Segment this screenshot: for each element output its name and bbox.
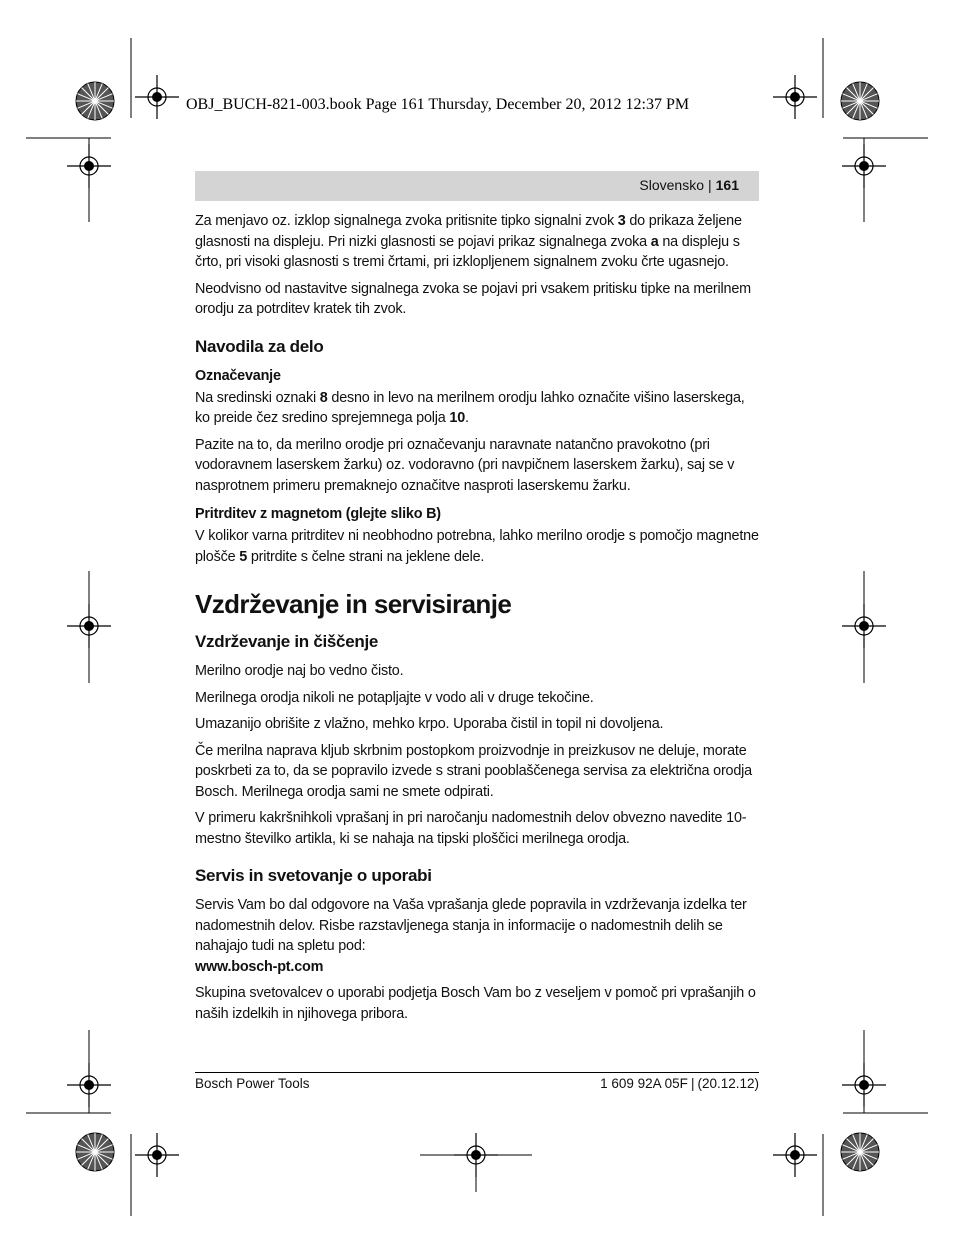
footer-publisher: Bosch Power Tools bbox=[195, 1076, 310, 1091]
cleaning-paragraph: Umazanijo obrišite z vlažno, mehko krpo. Uporaba čistil in topil ni dovoljena. bbox=[195, 716, 664, 732]
service-paragraph-2: Skupina svetovalcev o uporabi podjetja Bosch Vam bo z veseljem v pomoč pri vprašanjih o naših izdelkih in njihovega pribora. bbox=[195, 985, 756, 1022]
ref-8: 8 bbox=[319, 389, 328, 406]
marking-paragraph-1: Na sredinski oznaki 8 desno in levo na merilnem orodju lahko označite višino laserskega, ko preide čez sredino sprejemnega polja 10. bbox=[195, 389, 745, 426]
print-slug: OBJ_BUCH-821-003.book Page 161 Thursday, December 20, 2012 12:37 PM bbox=[186, 96, 690, 113]
service-url-link[interactable]: www.bosch-pt.com bbox=[195, 958, 324, 975]
footer-document-code bbox=[600, 1076, 759, 1091]
header-separator: | bbox=[708, 177, 712, 193]
header-language: Slovensko bbox=[639, 177, 704, 193]
ref-3: 3 bbox=[617, 213, 626, 229]
section-heading-work-instructions: Navodila za delo bbox=[195, 336, 324, 356]
intro-paragraph-1: Za menjavo oz. izklop signalnega zvoka pritisnite tipko signalni zvok 3 do prikaza željene glasnosti na displeju. Pri nizki glasnosti se pojavi prikaz signalnega zvoka a na displeju s črto, pri visoki glasnosti s tremi črtami, pri izklopljenem signalnem zvoku črte ugasnejo. bbox=[195, 213, 742, 270]
cleaning-paragraph: Merilnega orodja nikoli ne potapljajte v vodo ali v druge tekočine. bbox=[195, 689, 594, 706]
ref-10: 10 bbox=[449, 410, 465, 426]
footer-code: 1 609 92A 05F bbox=[600, 1076, 688, 1091]
footer-date: (20.12.12) bbox=[697, 1076, 759, 1091]
page-number: 161 bbox=[715, 177, 739, 193]
intro-paragraph-2: Neodvisno od nastavitve signalnega zvoka se pojavi pri vsakem pritisku tipke na merilnem orodju za potrditev kratek tih zvok. bbox=[195, 280, 751, 317]
chapter-heading-maintenance: Vzdrževanje in servisiranje bbox=[195, 589, 512, 619]
subheading-magnet: Pritrditev z magnetom (glejte sliko B) bbox=[195, 506, 441, 522]
service-paragraph-1: Servis Vam bo dal odgovore na Vaša vprašanja glede popravila in vzdrževanja izdelka ter nadomestnih delov. Risbe razstavljenega stanja in informacije o nadomestnih delih se nahajajo tudi na spletu pod: bbox=[195, 897, 747, 954]
footer-rule bbox=[195, 1072, 759, 1073]
header-text bbox=[639, 177, 739, 193]
ref-a: a bbox=[650, 233, 659, 250]
cleaning-paragraph: Merilno orodje naj bo vedno čisto. bbox=[195, 663, 404, 679]
ref-5: 5 bbox=[239, 548, 248, 565]
cleaning-paragraph: Če merilna naprava kljub skrbnim postopkom proizvodnje in preizkusov ne deluje, morate poskrbeti za to, da se popravilo izvede s strani pooblaščenega servisa za električna orodja Bosch. Merilnega orodja sami ne smete odpirati. bbox=[195, 742, 752, 800]
page-content bbox=[195, 211, 759, 1030]
subheading-marking: Označevanje bbox=[195, 367, 281, 384]
cleaning-paragraph: V primeru kakršnihkoli vprašanj in pri naročanju nadomestnih delov obvezno navedite 10-mestno številko artikla, ki se nahaja na tipski ploščici merilnega orodja. bbox=[195, 810, 747, 847]
page-header bbox=[195, 171, 759, 201]
section-heading-cleaning: Vzdrževanje in čiščenje bbox=[195, 632, 379, 651]
marking-paragraph-2: Pazite na to, da merilno orodje pri označevanju naravnate natančno pravokotno (pri vodoravnem laserskem žarku) oz. vodoravno (pri navpičnem laserskem žarku), saj se v nasprotnem primeru premaknejo označitve nasproti laserskemu žarku. bbox=[195, 436, 735, 494]
section-heading-service: Servis in svetovanje o uporabi bbox=[195, 866, 432, 885]
footer-separator: | bbox=[690, 1076, 695, 1091]
magnet-paragraph: V kolikor varna pritrditev ni neobhodno potrebna, lahko merilno orodje s pomočjo magnetne plošče 5 pritrdite s čelne strani na jeklene dele. bbox=[195, 528, 759, 565]
